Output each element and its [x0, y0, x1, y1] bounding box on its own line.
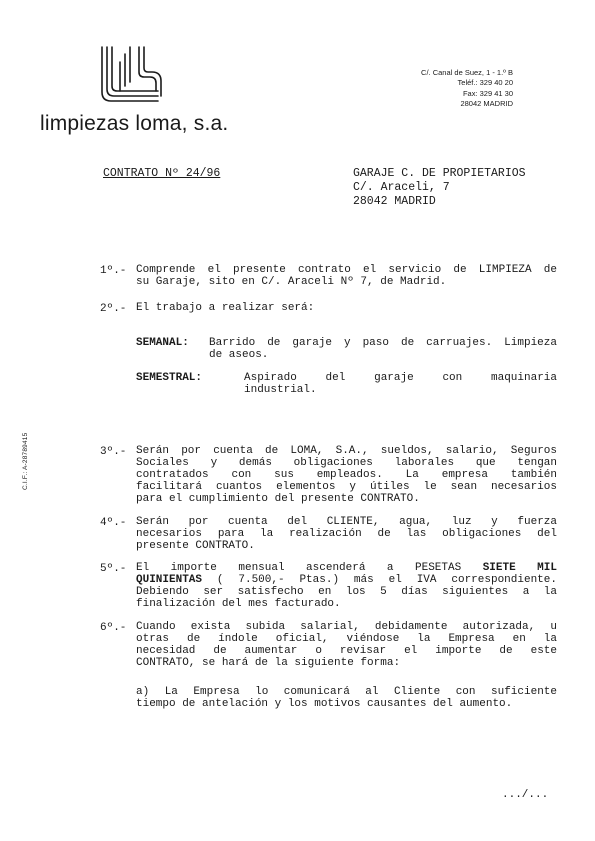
text-line: Cuando exista subida salarial, debidamente autorizada, u [136, 621, 557, 633]
text-line: su Garaje, sito en C/. Araceli Nº 7, de Madrid. [136, 275, 447, 288]
text-line: Barrido de garaje y paso de carruajes. Limpieza [209, 337, 557, 349]
clause-2 [136, 303, 557, 315]
weekly-description [209, 338, 557, 362]
amount-words: SIETE MIL [482, 562, 557, 574]
biannual-label: SEMESTRAL: [136, 372, 203, 384]
phone-line: Teléf.: 329 40 20 [457, 78, 513, 88]
biannual-description [244, 373, 557, 397]
clause-5 [136, 563, 557, 611]
text-line: Serán por cuenta de LOMA, S.A., sueldos, salario, Seguros [136, 445, 557, 457]
text-line: industrial. [244, 383, 317, 396]
company-address [363, 68, 513, 110]
company-logo [98, 44, 164, 106]
continues-marker: .../... [502, 789, 549, 801]
clause-4 [136, 517, 557, 553]
clause-number: 1º.- [100, 265, 127, 277]
clause-number: 5º.- [100, 563, 127, 575]
text-line: Aspirado del garaje con maquinaria [244, 372, 557, 384]
client-name: GARAJE C. DE PROPIETARIOS [353, 167, 526, 180]
weekly-label: SEMANAL: [136, 337, 189, 349]
text-line: necesidad de aumentar o revisar el importe de este [136, 644, 557, 657]
clause-3 [136, 446, 557, 506]
fax-line: Fax: 329 41 30 [462, 88, 513, 98]
company-name: limpiezas loma, s.a. [40, 112, 229, 135]
text-line: necesarios para la realización de las obligaciones del [136, 527, 557, 540]
text-run: El importe mensual ascenderá a PESETAS [136, 562, 483, 574]
address-line: C/. Canal de Suez, 1 - 1.º B [421, 68, 513, 77]
client-city: 28042 MADRID [353, 194, 436, 208]
clause-6 [136, 622, 557, 670]
text-line: Serán por cuenta del CLIENTE, agua, luz y fuerza [136, 516, 557, 528]
clause-6a [136, 687, 557, 711]
client-address [353, 167, 526, 208]
amount-words: QUINIENTAS [136, 573, 203, 586]
contract-number: CONTRATO Nº 24/96 [103, 167, 221, 180]
text-line: presente CONTRATO. [136, 539, 255, 552]
clause-1 [136, 265, 557, 289]
text-run: ( 7.500,- Ptas.) más el IVA correspondiente. [202, 573, 557, 586]
tax-id: C.I.F.: A-28789415 [22, 432, 29, 490]
text-line: Sociales y demás obligaciones laborales que tengan [136, 456, 557, 469]
text-line: Comprende el presente contrato el servicio de LIMPIEZA de [136, 264, 557, 276]
text-line: para el cumplimiento del presente CONTRATO. [136, 492, 420, 505]
text-line: otras de índole oficial, viéndose la Empresa en la [136, 632, 557, 645]
clause-number: 3º.- [100, 446, 127, 458]
client-street: C/. Araceli, 7 [353, 180, 450, 194]
text-line: facilitará cuantos elementos y útiles le sean necesarios [136, 480, 557, 493]
text-line: tiempo de antelación y los motivos causantes del aumento. [136, 697, 513, 710]
text-line: Debiendo ser satisfecho en los 5 días siguientes a la [136, 585, 557, 598]
text-line: El trabajo a realizar será: [136, 302, 315, 314]
clause-number: 6º.- [100, 622, 127, 634]
text-line: a) La Empresa lo comunicará al Cliente con suficiente [136, 686, 557, 698]
clause-number: 4º.- [100, 517, 127, 529]
city-line: 28042 MADRID [460, 99, 513, 109]
text-line: CONTRATO, se hará de la siguiente forma: [136, 656, 401, 669]
clause-number: 2º.- [100, 303, 127, 315]
text-line: de aseos. [209, 348, 269, 361]
text-line: finalización del mes facturado. [136, 597, 341, 610]
text-line: contratados con sus empleados. La empresa también [136, 468, 557, 481]
